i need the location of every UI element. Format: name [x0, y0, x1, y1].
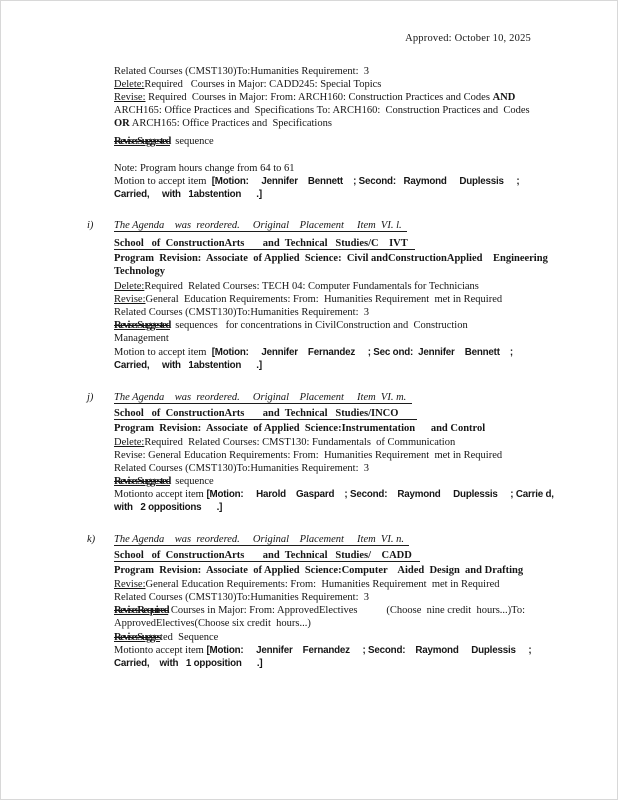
- text-line: [114, 319, 574, 332]
- text-segment: ApprovedElectives(Choose six credit hours...): [114, 618, 311, 629]
- agenda-reordered-heading: The Agenda was reordered. Original Placement Item VI. m.: [114, 392, 412, 403]
- text-line: [114, 407, 574, 420]
- item-letter: k): [87, 534, 96, 545]
- overprinted-revision-text: Revise:Required: [114, 605, 169, 616]
- approved-date-stamp: Approved: October 10, 2025: [405, 33, 531, 44]
- text-segment: Program Revision: Associate of Applied Science:Instrumentation and Control: [114, 423, 486, 434]
- text-line: [114, 306, 574, 319]
- text-segment: Required Related Courses: TECH 04: Computer Fundamentals for Technicians: [144, 281, 479, 292]
- text-line: [114, 265, 574, 278]
- text-segment: sequence: [169, 136, 214, 147]
- agenda-item-k: [87, 533, 574, 670]
- text-segment: sequences for concentrations in CivilConstruction and Construction: [169, 320, 468, 331]
- text-line: [114, 346, 574, 359]
- motion-record-text: [Motion: Jennifer Fernandez ; Sec ond: Jennifer Bennett ;: [211, 347, 513, 358]
- overprinted-revision-text: Revise:Suggested: [114, 320, 170, 331]
- text-line: [114, 475, 574, 488]
- text-segment: Motionto accept item: [114, 645, 207, 656]
- motion-record-text: [Motion: Harold Gaspard ; Second: Raymond Duplessis ; Carrie d,: [206, 489, 554, 500]
- agenda-reordered-heading: The Agenda was reordered. Original Placement Item VI. n.: [114, 534, 410, 545]
- text-segment: Courses in Major: From: ApprovedElectives (Choose nine credit hours...)To:: [168, 605, 526, 616]
- text-line: [114, 135, 574, 148]
- text-segment: Technology: [114, 266, 165, 277]
- text-line: [87, 391, 574, 404]
- text-segment: Required Related Courses: CMST130: Fundamentals of Communication: [144, 437, 456, 448]
- text-segment: Program Revision: Associate of Applied Science: Civil andConstructionApplied Engineering: [114, 253, 548, 264]
- text-line: [114, 104, 574, 117]
- agenda-item-i: [87, 219, 574, 372]
- text-line: [114, 188, 574, 201]
- text-line: [114, 78, 574, 91]
- text-segment: Required Courses in Major: From: ARCH160: Construction Practices and Codes: [145, 92, 493, 103]
- text-line: [87, 533, 574, 546]
- text-segment: ARCH165: Office Practices and Specifications To: ARCH160: Construction Practices and Codes: [114, 105, 530, 116]
- item-letter: i): [87, 220, 94, 231]
- text-line: [114, 578, 574, 591]
- motion-record-text: with 2 oppositions .]: [114, 502, 223, 513]
- text-segment: General Education Requirements: From: Humanities Requirement met in Required: [145, 294, 503, 305]
- action-label: Delete:: [114, 79, 145, 90]
- text-line: [114, 436, 574, 449]
- text-segment: Related Courses (CMST130)To:Humanities Requirement: 3: [114, 463, 370, 474]
- text-line: [114, 91, 574, 104]
- action-label: Revise:: [114, 579, 146, 590]
- text-line: [114, 564, 574, 577]
- school-heading: School of ConstructionArts and Technical Studies/ CADD: [114, 550, 420, 561]
- school-heading: School of ConstructionArts and Technical Studies/C IVT: [114, 238, 416, 249]
- text-segment: Related Courses (CMST130)To:Humanities Requirement: 3: [114, 592, 370, 603]
- text-line: [87, 219, 574, 232]
- text-segment: Program Revision: Associate of Applied Science:Computer Aided Design and Drafting: [114, 565, 524, 576]
- text-segment: Motion to accept item: [114, 347, 212, 358]
- text-line: [114, 252, 574, 265]
- motion-record-text: [Motion: Jennifer Bennett ; Second: Raymond Duplessis ;: [211, 176, 520, 187]
- text-segment: Management: [114, 333, 169, 344]
- agenda-reordered-heading: The Agenda was reordered. Original Placement Item VI. l.: [114, 220, 407, 231]
- motion-record-text: [Motion: Jennifer Fernandez ; Second: Raymond Duplessis ;: [206, 645, 532, 656]
- motion-record-text: Carried, with 1abstention .]: [114, 189, 262, 200]
- text-line: [114, 462, 574, 475]
- text-line: [114, 117, 574, 130]
- text-line: [114, 237, 574, 250]
- text-segment: AND: [492, 92, 516, 103]
- action-label: Delete:: [114, 281, 145, 292]
- text-line: [114, 280, 574, 293]
- motion-record-text: Carried, with 1abstention .]: [114, 360, 262, 371]
- overprinted-revision-text: Revise:Sugges: [114, 632, 161, 643]
- text-segment: Motionto accept item: [114, 489, 207, 500]
- text-segment: Related Courses (CMST130)To:Humanities Requirement: 3: [114, 66, 370, 77]
- text-segment: Motion to accept item: [114, 176, 212, 187]
- text-line: [114, 549, 574, 562]
- text-segment: ted Sequence: [160, 632, 219, 643]
- text-line: [114, 631, 574, 644]
- document-body: [87, 65, 574, 670]
- text-line: [114, 488, 574, 501]
- text-line: [114, 604, 574, 617]
- text-segment: Note: Program hours change from 64 to 61: [114, 163, 295, 174]
- item-letter: j): [87, 392, 94, 403]
- text-line: [114, 644, 574, 657]
- agenda-item-j: [87, 391, 574, 514]
- overprinted-revision-text: Revise:Suggested: [114, 136, 170, 147]
- text-segment: OR: [114, 118, 130, 129]
- text-segment: Required Courses in Major: CADD245: Special Topics: [144, 79, 382, 90]
- text-line: [114, 449, 574, 462]
- text-line: [114, 359, 574, 372]
- text-line: [114, 293, 574, 306]
- text-line: [114, 175, 574, 188]
- text-line: [114, 501, 574, 514]
- text-line: [114, 162, 574, 175]
- text-segment: Related Courses (CMST130)To:Humanities Requirement: 3: [114, 307, 370, 318]
- overprinted-revision-text: Revise:Suggested: [114, 476, 170, 487]
- action-label: Revise:: [114, 92, 146, 103]
- text-line: [114, 617, 574, 630]
- text-line: [114, 422, 574, 435]
- text-segment: sequence: [169, 476, 214, 487]
- text-segment: General Education Requirements: From: Humanities Requirement met in Required: [145, 579, 500, 590]
- text-line: [114, 657, 574, 670]
- text-segment: ARCH165: Office Practices and Specifications: [129, 118, 332, 129]
- action-label: Revise:: [114, 294, 146, 305]
- text-line: [114, 65, 574, 78]
- text-line: [114, 332, 574, 345]
- action-label: Delete:: [114, 437, 145, 448]
- note-paragraph: [114, 162, 574, 201]
- text-segment: Revise: General Education Requirements: From: Humanities Requirement met in Required: [114, 450, 503, 461]
- continuation-paragraph: [114, 65, 574, 148]
- text-line: [114, 591, 574, 604]
- motion-record-text: Carried, with 1 opposition .]: [114, 658, 263, 669]
- school-heading: School of ConstructionArts and Technical Studies/INCO: [114, 408, 417, 419]
